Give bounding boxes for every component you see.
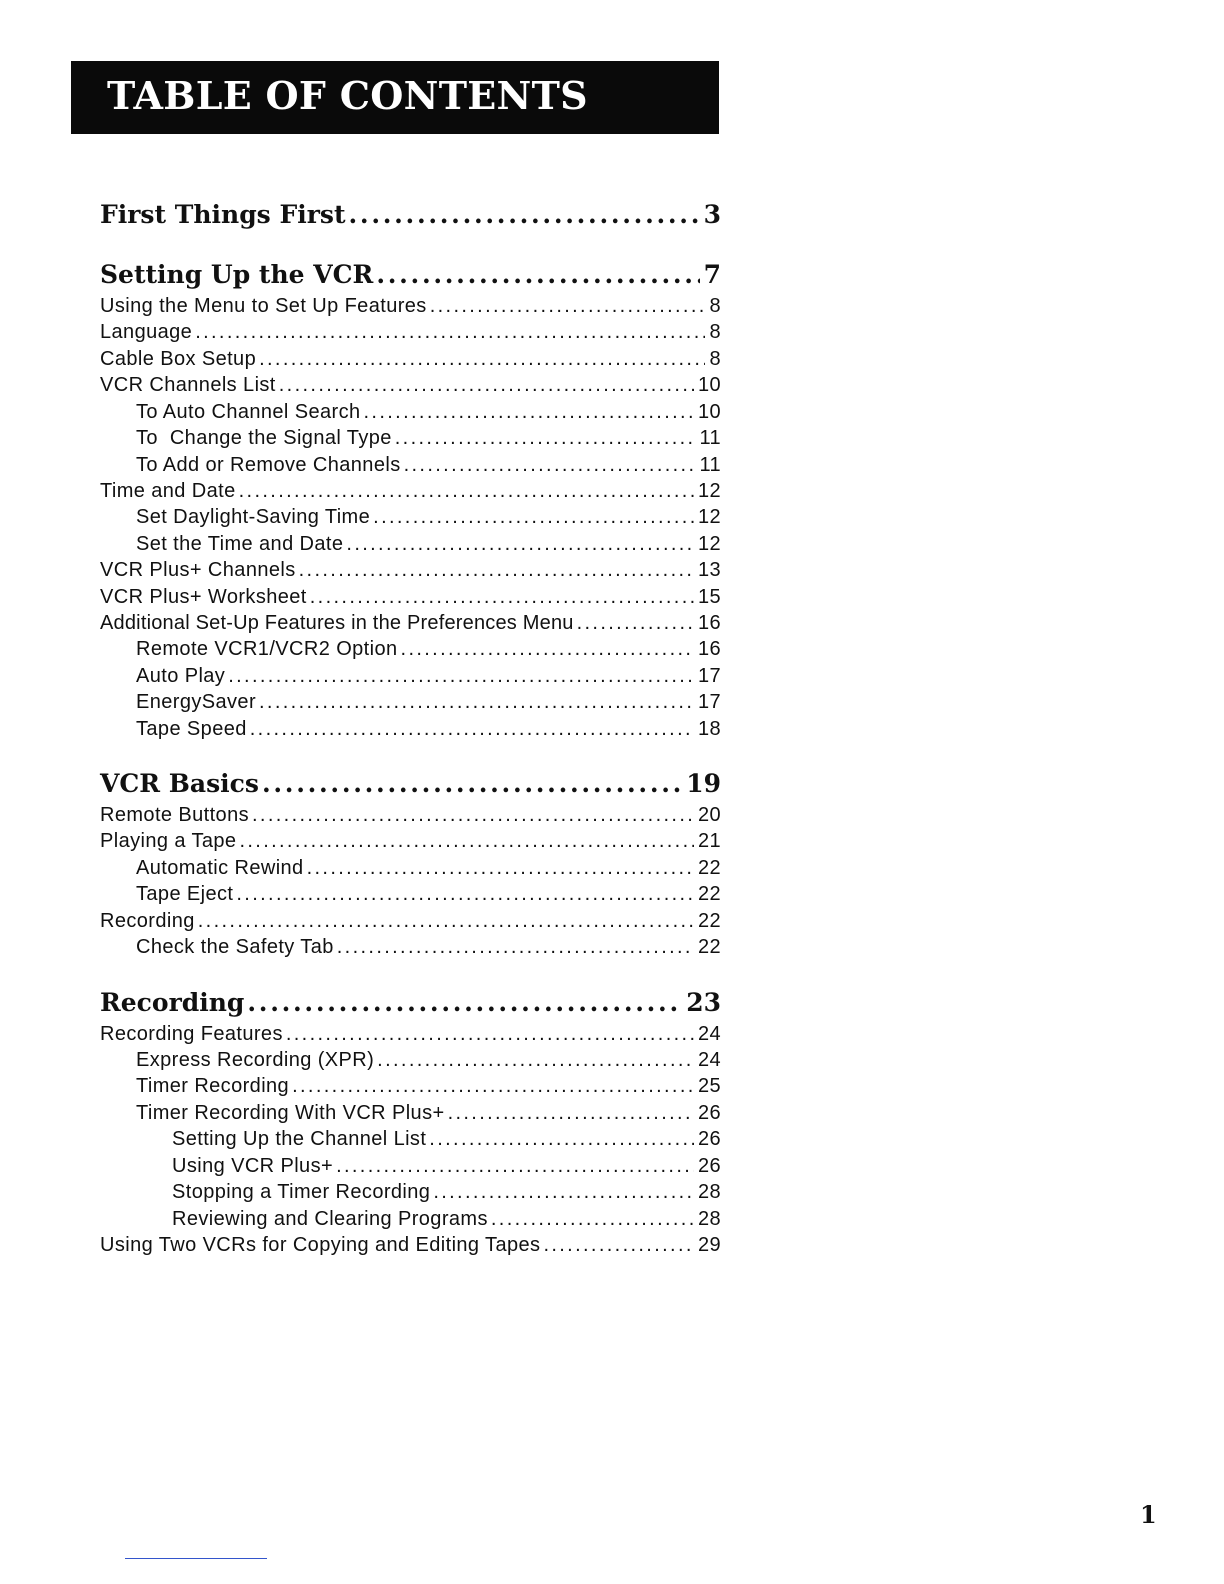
toc-item[interactable] bbox=[100, 585, 721, 609]
toc-item-label: VCR Plus+ Channels bbox=[100, 559, 296, 581]
toc-item[interactable] bbox=[172, 1180, 721, 1204]
dot-leader bbox=[259, 690, 694, 714]
toc-section-first-things-first[interactable] bbox=[100, 200, 721, 230]
toc-page-number: 23 bbox=[686, 988, 721, 1017]
dot-leader bbox=[373, 505, 694, 529]
toc-page-number: 17 bbox=[697, 665, 721, 687]
dot-leader bbox=[250, 717, 694, 741]
dot-leader bbox=[429, 1127, 694, 1151]
dot-leader bbox=[236, 882, 694, 906]
toc-item[interactable] bbox=[100, 320, 721, 344]
toc-item[interactable] bbox=[136, 856, 721, 880]
toc-item-label: Tape Speed bbox=[136, 718, 247, 740]
dot-leader bbox=[279, 373, 694, 397]
toc-page-number: 19 bbox=[686, 769, 721, 798]
toc-item-label: EnergySaver bbox=[136, 691, 257, 713]
toc-item-label: Playing a Tape bbox=[100, 830, 237, 852]
toc-page-number: 8 bbox=[709, 295, 721, 317]
toc-item[interactable] bbox=[136, 935, 721, 959]
toc-page-number: 3 bbox=[703, 200, 721, 229]
toc-page-number: 26 bbox=[697, 1155, 721, 1177]
toc-item-label: Using Two VCRs for Copying and Editing Tapes bbox=[100, 1234, 541, 1256]
dot-leader bbox=[577, 611, 694, 635]
toc-item[interactable] bbox=[172, 1154, 721, 1178]
toc-item[interactable] bbox=[136, 882, 721, 906]
toc-item-label: Recording bbox=[100, 910, 195, 932]
toc-item[interactable] bbox=[136, 1074, 721, 1098]
toc-page-number: 10 bbox=[697, 401, 721, 423]
dot-leader bbox=[491, 1207, 694, 1231]
toc-item-label: Express Recording (XPR) bbox=[136, 1049, 375, 1071]
toc-item-label: Check the Safety Tab bbox=[136, 936, 334, 958]
toc-item-label: Recording Features bbox=[100, 1023, 283, 1045]
dot-leader bbox=[292, 1074, 694, 1098]
toc-item[interactable] bbox=[136, 426, 721, 450]
toc-page-number: 13 bbox=[697, 559, 721, 581]
toc-section-title: Setting Up the VCR bbox=[100, 260, 374, 289]
toc-item[interactable] bbox=[172, 1207, 721, 1231]
dot-leader bbox=[307, 856, 694, 880]
toc-item[interactable] bbox=[100, 558, 721, 582]
toc-page-number: 12 bbox=[697, 480, 721, 502]
toc-section-title: VCR Basics bbox=[100, 769, 259, 798]
toc-item[interactable] bbox=[136, 690, 721, 714]
toc-page-number: 25 bbox=[697, 1075, 721, 1097]
toc-page-number: 20 bbox=[697, 804, 721, 826]
dot-leader bbox=[430, 294, 706, 318]
toc-page-number: 7 bbox=[703, 260, 721, 289]
toc-item-label: Cable Box Setup bbox=[100, 348, 257, 370]
toc-section-title: First Things First bbox=[100, 200, 346, 229]
toc-page-number: 8 bbox=[709, 348, 721, 370]
toc-item[interactable] bbox=[100, 611, 721, 635]
toc-item-label: Tape Eject bbox=[136, 883, 234, 905]
dot-leader bbox=[376, 260, 699, 290]
toc-item[interactable] bbox=[100, 909, 721, 933]
toc-page-number: 11 bbox=[699, 427, 721, 449]
toc-item-label: Stopping a Timer Recording bbox=[172, 1181, 431, 1203]
footer-rule bbox=[125, 1558, 267, 1559]
toc-page-number: 26 bbox=[697, 1128, 721, 1150]
toc-item-label: To Auto Channel Search bbox=[136, 401, 361, 423]
toc-page-number: 26 bbox=[697, 1102, 721, 1124]
toc-page-number: 22 bbox=[697, 857, 721, 879]
dot-leader bbox=[448, 1101, 694, 1125]
dot-leader bbox=[401, 637, 694, 661]
dot-leader bbox=[195, 320, 705, 344]
toc-item[interactable] bbox=[136, 453, 721, 477]
toc-item-label: Auto Play bbox=[136, 665, 226, 687]
toc-item-label: Remote VCR1/VCR2 Option bbox=[136, 638, 398, 660]
toc-page-number: 21 bbox=[697, 830, 721, 852]
toc-page-number: 11 bbox=[699, 454, 721, 476]
dot-leader bbox=[262, 769, 682, 799]
toc-page-number: 15 bbox=[697, 586, 721, 608]
toc-page-number: 18 bbox=[697, 718, 721, 740]
dot-leader bbox=[337, 935, 694, 959]
header-banner bbox=[71, 61, 719, 134]
toc-item[interactable] bbox=[136, 717, 721, 741]
toc-item-label: Setting Up the Channel List bbox=[172, 1128, 427, 1150]
dot-leader bbox=[377, 1048, 694, 1072]
toc-item[interactable] bbox=[172, 1127, 721, 1151]
toc-page-number: 29 bbox=[697, 1234, 721, 1256]
toc-item[interactable] bbox=[100, 373, 721, 397]
dot-leader bbox=[543, 1233, 694, 1257]
dot-leader bbox=[259, 347, 705, 371]
toc-section-setting-up-the-vcr[interactable] bbox=[100, 260, 721, 290]
toc-item-label: VCR Plus+ Worksheet bbox=[100, 586, 307, 608]
toc-page-number: 22 bbox=[697, 910, 721, 932]
toc-item-label: Using VCR Plus+ bbox=[172, 1155, 334, 1177]
toc-item[interactable] bbox=[100, 1022, 721, 1046]
toc-item[interactable] bbox=[100, 347, 721, 371]
toc-item-label: Remote Buttons bbox=[100, 804, 250, 826]
toc-section-recording[interactable] bbox=[100, 988, 721, 1018]
dot-leader bbox=[395, 426, 696, 450]
toc-item[interactable] bbox=[100, 829, 721, 853]
toc-page-number: 24 bbox=[697, 1023, 721, 1045]
dot-leader bbox=[239, 479, 694, 503]
toc-page-number: 16 bbox=[697, 638, 721, 660]
page-title: TABLE OF CONTENTS bbox=[107, 73, 588, 118]
toc-item-label: To Add or Remove Channels bbox=[136, 454, 401, 476]
toc-item-label: Timer Recording bbox=[136, 1075, 290, 1097]
toc-item[interactable] bbox=[136, 505, 721, 529]
toc-item[interactable] bbox=[136, 400, 721, 424]
toc-item-label: Additional Set-Up Features in the Preferences Menu bbox=[100, 612, 574, 634]
toc-item[interactable] bbox=[100, 479, 721, 503]
dot-leader bbox=[247, 988, 682, 1018]
toc-page-number: 12 bbox=[697, 533, 721, 555]
dot-leader bbox=[228, 664, 694, 688]
dot-leader bbox=[404, 453, 696, 477]
toc-page-number: 8 bbox=[709, 321, 721, 343]
toc-page-number: 24 bbox=[697, 1049, 721, 1071]
toc-page-number: 22 bbox=[697, 883, 721, 905]
toc-item-label: Set the Time and Date bbox=[136, 533, 344, 555]
toc-item[interactable] bbox=[100, 803, 721, 827]
page-number: 1 bbox=[1140, 1500, 1157, 1529]
toc-item[interactable] bbox=[136, 664, 721, 688]
toc-item-label: VCR Channels List bbox=[100, 374, 276, 396]
toc-page-number: 28 bbox=[697, 1181, 721, 1203]
toc-item-label: Timer Recording With VCR Plus+ bbox=[136, 1102, 445, 1124]
dot-leader bbox=[286, 1022, 694, 1046]
dot-leader bbox=[346, 532, 694, 556]
toc-item-label: Automatic Rewind bbox=[136, 857, 304, 879]
toc-section-title: Recording bbox=[100, 988, 245, 1017]
toc-page-number: 10 bbox=[697, 374, 721, 396]
toc-section-vcr-basics[interactable] bbox=[100, 769, 721, 799]
toc-item[interactable] bbox=[100, 294, 721, 318]
dot-leader bbox=[433, 1180, 694, 1204]
dot-leader bbox=[198, 909, 694, 933]
dot-leader bbox=[299, 558, 694, 582]
toc-page-number: 17 bbox=[697, 691, 721, 713]
toc-item[interactable] bbox=[136, 1048, 721, 1072]
dot-leader bbox=[336, 1154, 694, 1178]
toc-item[interactable] bbox=[136, 637, 721, 661]
dot-leader bbox=[252, 803, 694, 827]
dot-leader bbox=[310, 585, 694, 609]
toc-item[interactable] bbox=[100, 1233, 721, 1257]
toc-item-label: Reviewing and Clearing Programs bbox=[172, 1208, 488, 1230]
toc-item-label: Language bbox=[100, 321, 193, 343]
toc-page-number: 16 bbox=[697, 612, 721, 634]
toc-page-number: 12 bbox=[697, 506, 721, 528]
toc-item-label: Set Daylight-Saving Time bbox=[136, 506, 371, 528]
toc-item[interactable] bbox=[136, 1101, 721, 1125]
dot-leader bbox=[239, 829, 694, 853]
toc-item-label: Time and Date bbox=[100, 480, 236, 502]
dot-leader bbox=[364, 400, 694, 424]
toc-page-number: 28 bbox=[697, 1208, 721, 1230]
toc-page-number: 22 bbox=[697, 936, 721, 958]
toc-item-label: To Change the Signal Type bbox=[136, 427, 392, 449]
toc-item-label: Using the Menu to Set Up Features bbox=[100, 295, 427, 317]
dot-leader bbox=[349, 200, 700, 230]
toc-item[interactable] bbox=[136, 532, 721, 556]
